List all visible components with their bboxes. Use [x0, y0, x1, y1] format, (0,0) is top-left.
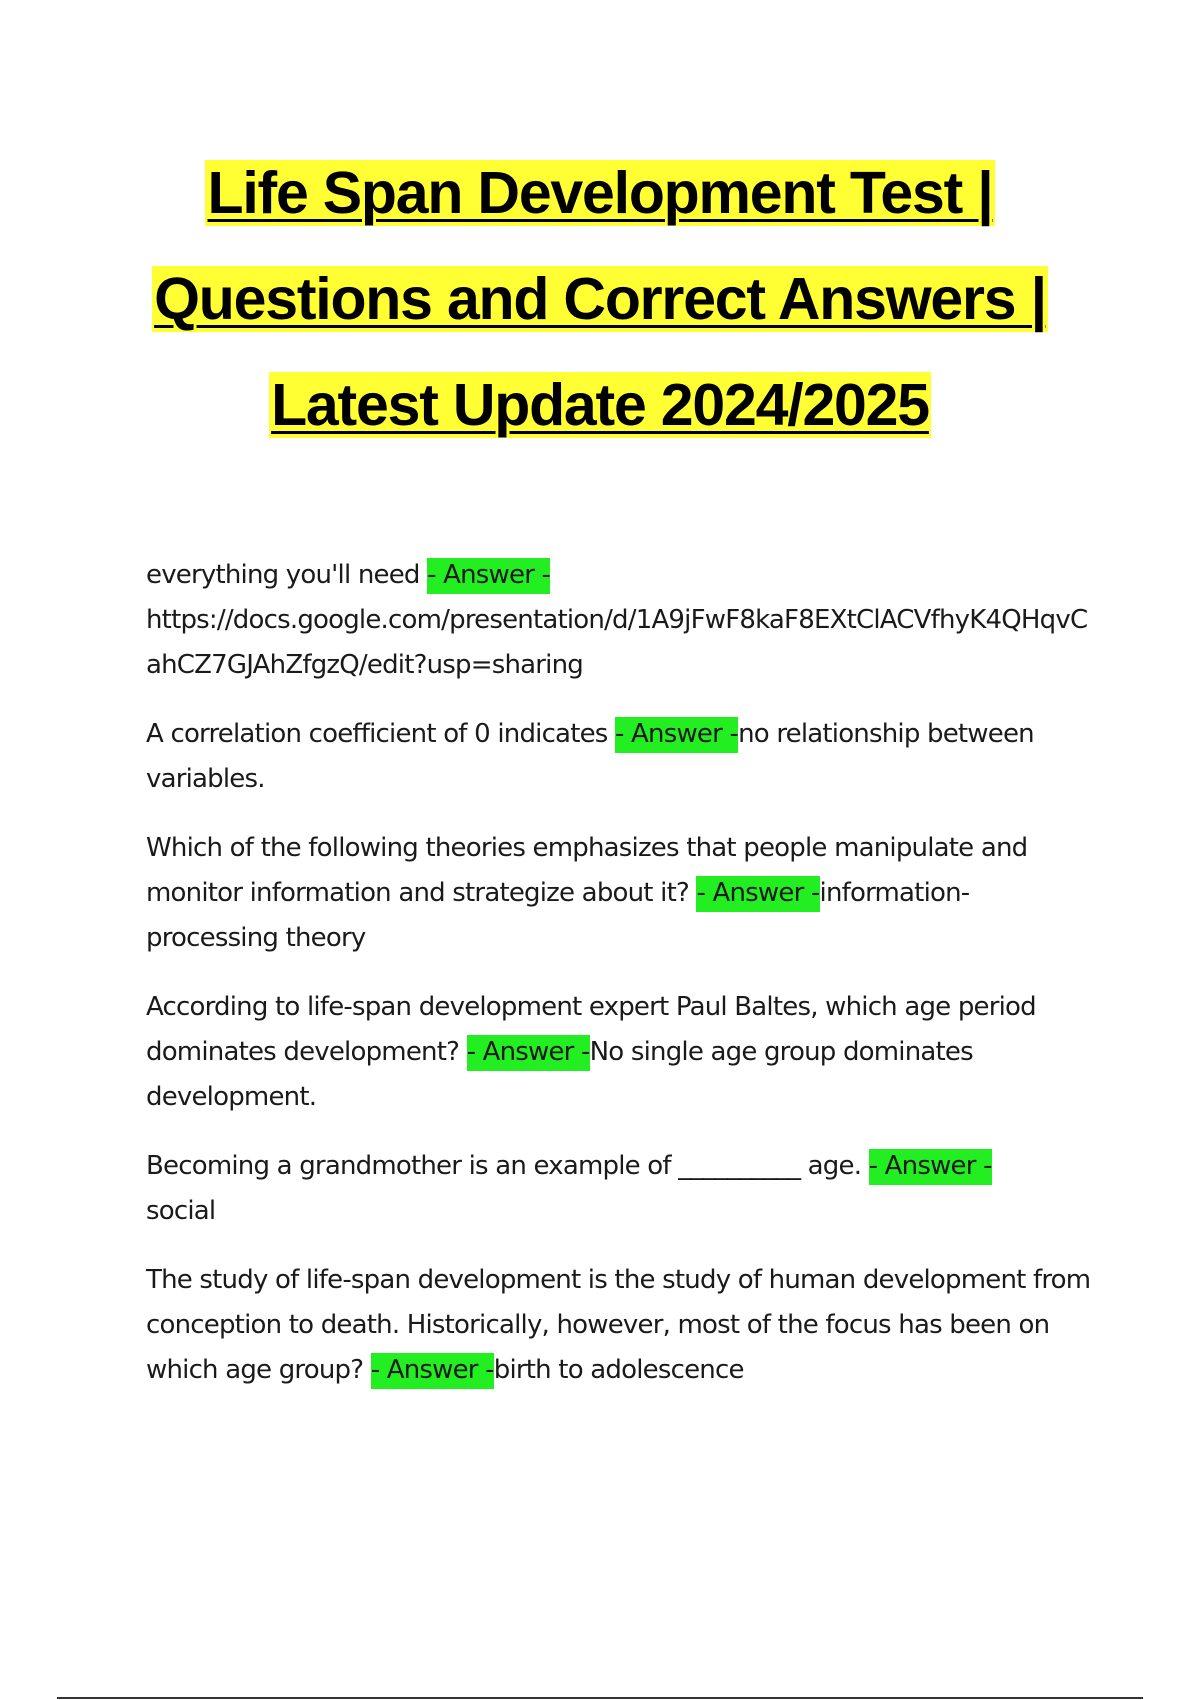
answer-text: birth to adolescence [493, 1355, 744, 1385]
answer-tag: - Answer - [427, 558, 550, 594]
document-title [0, 140, 1200, 458]
footer-divider [57, 1697, 1143, 1699]
title-line-3 [0, 352, 1200, 458]
question-text: everything you'll need [146, 560, 428, 590]
qa-item-5 [146, 1144, 1096, 1234]
title-text-1: Life Span Development Test | [207, 160, 993, 226]
answer-text: No single age group dominates development. [146, 1037, 973, 1112]
title-line-2 [0, 246, 1200, 352]
question-text: Becoming a grandmother is an example of __________ age. [146, 1151, 869, 1181]
answer-text: social [146, 1196, 216, 1226]
answer-tag: - Answer - [696, 876, 819, 912]
qa-item-1 [146, 553, 1096, 688]
question-text: The study of life-span development is the study of human development from conception to death. Historically, however, most of the focus has been on which age group? [146, 1265, 1091, 1385]
question-text: A correlation coefficient of 0 indicates [146, 719, 615, 749]
qa-item-6 [146, 1258, 1096, 1393]
answer-tag: - Answer - [615, 717, 738, 753]
answer-tag: - Answer - [869, 1149, 992, 1185]
answer-tag: - Answer - [467, 1035, 590, 1071]
qa-item-2 [146, 712, 1096, 802]
title-line-1 [0, 140, 1200, 246]
answer-link[interactable]: https://docs.google.com/presentation/d/1A9jFwF8kaF8EXtClACVfhyK4QHqvCahCZ7GJAhZfgzQ/edit?usp=sharing [146, 605, 1088, 680]
question-text: According to life-span development expert Paul Baltes, which age period dominates development? [146, 992, 1036, 1067]
title-text-3: Latest Update 2024/2025 [271, 372, 929, 438]
answer-text: information-processing theory [146, 878, 970, 953]
qa-list [146, 553, 1096, 1417]
title-text-2: Questions and Correct Answers | [154, 266, 1046, 332]
question-text: Which of the following theories emphasizes that people manipulate and monitor information and strategize about it? [146, 833, 1028, 908]
qa-item-3 [146, 826, 1096, 961]
answer-text: no relationship between variables. [146, 719, 1034, 794]
answer-tag: - Answer - [371, 1353, 494, 1389]
qa-item-4 [146, 985, 1096, 1120]
